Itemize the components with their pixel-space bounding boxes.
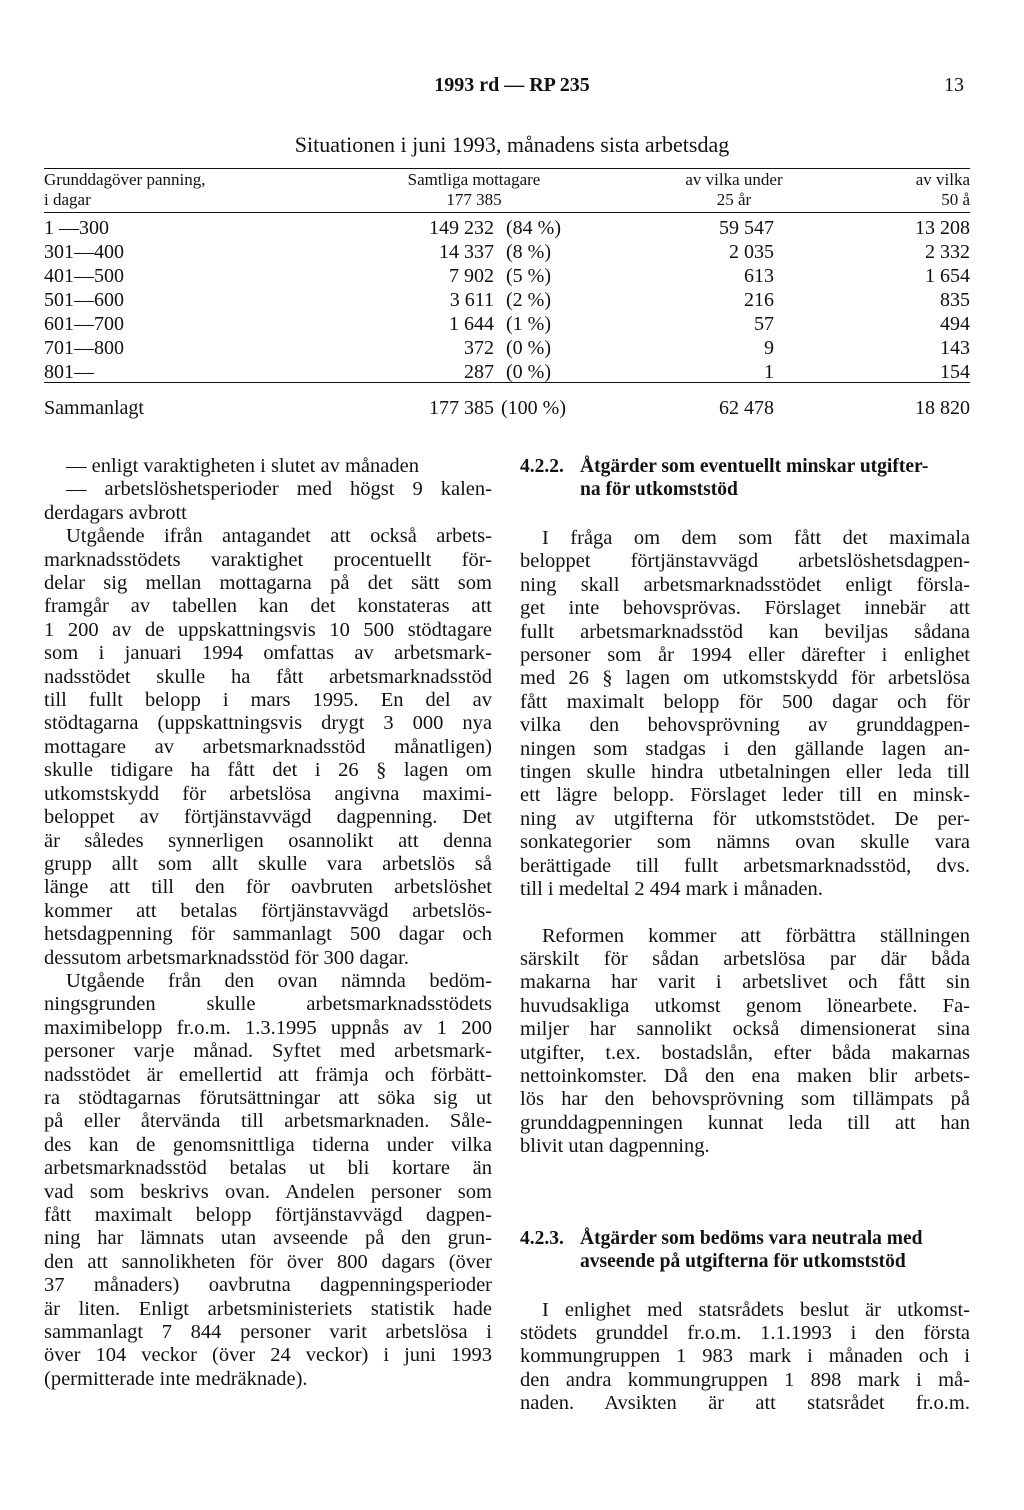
header-over-50-line2: 50 å <box>941 190 970 209</box>
cell-under-25: 216 <box>744 289 774 311</box>
text-line: Reformen kommer att förbättra ställningen <box>542 924 970 947</box>
cell-range: 1 —300 <box>44 217 109 239</box>
header-under-25-line1: av vilka under <box>685 170 783 189</box>
text-line: ning har lämnats utan avseende på den grun- <box>44 1227 492 1250</box>
cell-over-50: 494 <box>940 313 970 335</box>
text-line: ning av utgifterna för utkomststödet. De per- <box>520 807 970 830</box>
text-line: till fullt belopp i mars 1995. En del av <box>44 689 492 712</box>
text-line: dessutom arbetsmarknadsstöd för 300 dagar. <box>44 946 409 969</box>
page-header <box>0 74 1024 102</box>
text-line: — enligt varaktigheten i slutet av månaden <box>66 455 419 477</box>
text-line: des kan de genomsnittliga tiderna under vilka <box>44 1133 492 1156</box>
cell-range: 801— <box>44 361 94 383</box>
cell-total: 7 902 <box>449 265 494 287</box>
cell-range: 501—600 <box>44 289 124 311</box>
running-title: 1993 rd — RP 235 <box>434 74 590 96</box>
cell-percent: (0 %) <box>506 337 551 359</box>
text-line: lös har den behovsprövning som tillämpats på <box>520 1088 970 1111</box>
cell-percent: (84 %) <box>506 217 561 239</box>
cell-over-50: 1 654 <box>925 265 970 287</box>
cell-range: 401—500 <box>44 265 124 287</box>
text-line: 37 månaders) oavbrutna dagpenningsperioder <box>44 1274 492 1297</box>
text-line: ra stödtagarnas förutsättningar att söka sig ut <box>44 1086 492 1109</box>
text-line: personer som år 1994 eller därefter i enlighet <box>520 644 970 667</box>
text-line: nettoinkomster. Då den ena maken blir arbets- <box>520 1064 970 1087</box>
header-all-recipients-line2: 177 385 <box>446 190 502 209</box>
text-line: get inte behovsprövas. Förslaget innebär att <box>520 597 970 620</box>
text-line: huvudsakliga utkomst genom lönearbete. Fa- <box>520 994 970 1017</box>
cell-under-25: 613 <box>744 265 774 287</box>
text-line: fullt arbetsmarknadsstöd kan beviljas sådana <box>520 620 970 643</box>
text-line: 1 200 av de uppskattningsvis 10 500 stödtagare <box>44 618 492 641</box>
header-all-recipients-line1: Samtliga mottagare <box>407 170 541 189</box>
left-text-column <box>44 455 492 1391</box>
cell-percent: (100 %) <box>501 397 566 419</box>
text-line: med 26 § lagen om utkomstskydd för arbetslösa <box>520 667 970 690</box>
page-number: 13 <box>944 74 964 96</box>
text-line: stödets grunddel fr.o.m. 1.1.1993 i den första <box>520 1321 970 1344</box>
cell-percent: (1 %) <box>506 313 551 335</box>
cell-total: 149 232 <box>429 217 494 239</box>
text-line: vilka den behovsprövning av grunddagpen- <box>520 714 970 737</box>
cell-over-50: 18 820 <box>915 397 970 419</box>
text-line: arbetsmarknadsstöd betalas ut bli kortare än <box>44 1157 492 1180</box>
cell-total: 177 385 <box>429 397 494 419</box>
cell-under-25: 59 547 <box>719 217 774 239</box>
right-text-column <box>520 455 970 1416</box>
text-line: delar sig mellan mottagarna på det sätt som <box>44 572 492 595</box>
text-line: nadsstödet är emellertid att främja och förbätt- <box>44 1063 492 1086</box>
header-days-line1: Grunddagöver panning, <box>44 170 206 189</box>
text-line: hetsdagpenning för sammanlagt 500 dagar och <box>44 923 492 946</box>
text-line: sammanlagt 7 844 personer varit arbetslösa i <box>44 1321 492 1344</box>
cell-over-50: 143 <box>940 337 970 359</box>
text-line: maximibelopp fr.o.m. 1.3.1995 uppnås av 1 200 <box>44 1016 492 1039</box>
table-total-rule <box>44 382 970 383</box>
text-line: är således synnerligen osannolikt att denna <box>44 829 492 852</box>
text-line: utkomstskydd för arbetslösa angivna maximi- <box>44 782 492 805</box>
section-number: 4.2.2. <box>520 456 564 477</box>
text-line: ningsgrunden skulle arbetsmarknadsstödets <box>44 993 492 1016</box>
paragraph <box>520 925 970 1159</box>
text-line: som i januari 1994 omfattas av arbetsmark- <box>44 642 492 665</box>
cell-total: 372 <box>464 337 494 359</box>
cell-range: 701—800 <box>44 337 124 359</box>
header-days-line2: i dagar <box>44 190 91 209</box>
text-line: miljer har sannolikt också dimensionerat sina <box>520 1018 970 1041</box>
text-line: personer varje månad. Syftet med arbetsmark- <box>44 1040 492 1063</box>
text-line: länge att till den för oavbruten arbetslöshet <box>44 876 492 899</box>
text-line: Utgående ifrån antagandet att också arbets- <box>66 525 492 548</box>
section-title-line2: na för utkomststöd <box>580 479 738 500</box>
paragraph <box>520 527 970 902</box>
text-line: naden. Avsikten är att statsrådet fr.o.m. <box>520 1392 970 1415</box>
section-heading-4-2-2 <box>520 455 970 501</box>
section-number: 4.2.3. <box>520 1227 564 1249</box>
text-line: den att sannolikheten för över 800 dagars (över <box>44 1250 492 1273</box>
text-line: den andra kommungruppen 1 898 mark i må- <box>520 1368 970 1391</box>
section-title <box>580 1227 970 1273</box>
table-caption: Situationen i juni 1993, månadens sista arbetsdag <box>294 132 730 157</box>
text-line: sonkategorier som nämns ovan skulle vara <box>520 831 970 854</box>
cell-over-50: 13 208 <box>915 217 970 239</box>
text-line: skulle tidigare ha fått det i 26 § lagen om <box>44 759 492 782</box>
text-line: derdagars avbrott <box>44 501 187 524</box>
cell-over-50: 154 <box>940 361 970 383</box>
header-over-50 <box>880 170 970 210</box>
table-header-rule <box>44 212 970 213</box>
header-over-50-line1: av vilka <box>915 170 970 189</box>
section-title-line2: avseende på utgifterna för utkomststöd <box>580 1250 906 1272</box>
cell-range: 301—400 <box>44 241 124 263</box>
text-line: stödtagarna (uppskattningsvis drygt 3 000 nya <box>44 712 492 735</box>
cell-percent: (2 %) <box>506 289 551 311</box>
header-all-recipients <box>374 170 574 210</box>
cell-over-50: 2 332 <box>925 241 970 263</box>
text-line: beloppet förtjänstavvägd arbetslöshetsdagpen- <box>520 550 970 573</box>
text-line: grunddagpenningen kunnat leda till att han <box>520 1111 970 1134</box>
cell-total: 3 611 <box>449 289 494 311</box>
text-line: ning skall arbetsmarknadsstödet enligt försla- <box>520 573 970 596</box>
cell-total: 287 <box>464 361 494 383</box>
text-line: grupp allt som allt skulle vara arbetslös så <box>44 852 492 875</box>
header-days <box>44 170 205 210</box>
text-line: marknadsstödets varaktighet procentuellt för- <box>44 548 492 571</box>
cell-total: 1 644 <box>449 313 494 335</box>
text-line: kommungruppen 1 983 mark i månaden och i <box>520 1345 970 1368</box>
text-line: fått maximalt belopp förtjänstavvägd dagpen- <box>44 1204 492 1226</box>
text-line: på eller återvända till arbetsmarknaden. Såle- <box>44 1110 492 1133</box>
section-title-line1: Åtgärder som eventuellt minskar utgifter- <box>580 456 929 477</box>
cell-percent: (0 %) <box>506 361 551 383</box>
text-line: är liten. Enligt arbetsministeriets statistik hade <box>44 1297 492 1320</box>
cell-over-50: 835 <box>940 289 970 311</box>
text-line: beloppet av förtjänstavvägd dagpenning. Det <box>44 806 492 829</box>
text-line: nadsstödet skulle ha fått arbetsmarknadsstöd <box>44 665 492 688</box>
text-line: ningen som stadgas i den gällande lagen an- <box>520 737 970 760</box>
cell-under-25: 57 <box>754 313 774 335</box>
cell-range: 601—700 <box>44 313 124 335</box>
cell-under-25: 2 035 <box>729 241 774 263</box>
text-line: vad som beskrivs ovan. Andelen personer som <box>44 1180 492 1203</box>
text-line: ett lägre belopp. Förslaget leder till en minsk- <box>520 784 970 807</box>
cell-under-25: 62 478 <box>719 397 774 419</box>
header-under-25 <box>654 170 814 210</box>
cell-percent: (8 %) <box>506 241 551 263</box>
text-line: berättigade till fullt arbetsmarknadsstöd, dvs. <box>520 854 970 877</box>
text-line: (permitterade inte medräknade). <box>44 1367 308 1390</box>
text-line: mottagare av arbetsmarknadsstöd månatligen) <box>44 735 492 758</box>
section-title-line1: Åtgärder som bedöms vara neutrala med <box>580 1227 923 1249</box>
cell-under-25: 9 <box>764 337 774 359</box>
text-line: I enlighet med statsrådets beslut är utkomst- <box>542 1298 970 1321</box>
text-line: makarna har varit i arbetslivet och fått sin <box>520 971 970 994</box>
section-title <box>580 455 970 501</box>
cell-total-label: Sammanlagt <box>44 397 144 419</box>
text-line: till i medeltal 2 494 mark i månaden. <box>520 878 823 901</box>
table-top-rule <box>44 168 970 169</box>
text-line: tingen skulle hindra utbetalningen eller leda till <box>520 761 970 784</box>
header-under-25-line2: 25 år <box>716 190 752 209</box>
text-line: Utgående från den ovan nämnda bedöm- <box>66 969 492 992</box>
cell-percent: (5 %) <box>506 265 551 287</box>
text-line: — arbetslöshetsperioder med högst 9 kalen- <box>66 478 492 501</box>
section-heading-4-2-3 <box>520 1227 970 1273</box>
paragraph <box>520 1299 970 1416</box>
text-line: kommer att betalas förtjänstavvägd arbetslös- <box>44 899 492 922</box>
text-line: I fråga om dem som fått det maximala <box>542 527 970 549</box>
text-line: över 104 veckor (över 24 veckor) i juni 1993 <box>44 1344 492 1367</box>
text-line: fått maximalt belopp för 500 dagar och för <box>520 690 970 713</box>
cell-total: 14 337 <box>439 241 494 263</box>
text-line: särskilt för sådan arbetslösa par där båda <box>520 947 970 970</box>
cell-under-25: 1 <box>764 361 774 383</box>
text-line: framgår av tabellen kan det konstateras att <box>44 595 492 618</box>
text-line: blivit utan dagpenning. <box>520 1135 710 1158</box>
text-line: utgifter, t.ex. bostadslån, efter båda makarnas <box>520 1041 970 1064</box>
